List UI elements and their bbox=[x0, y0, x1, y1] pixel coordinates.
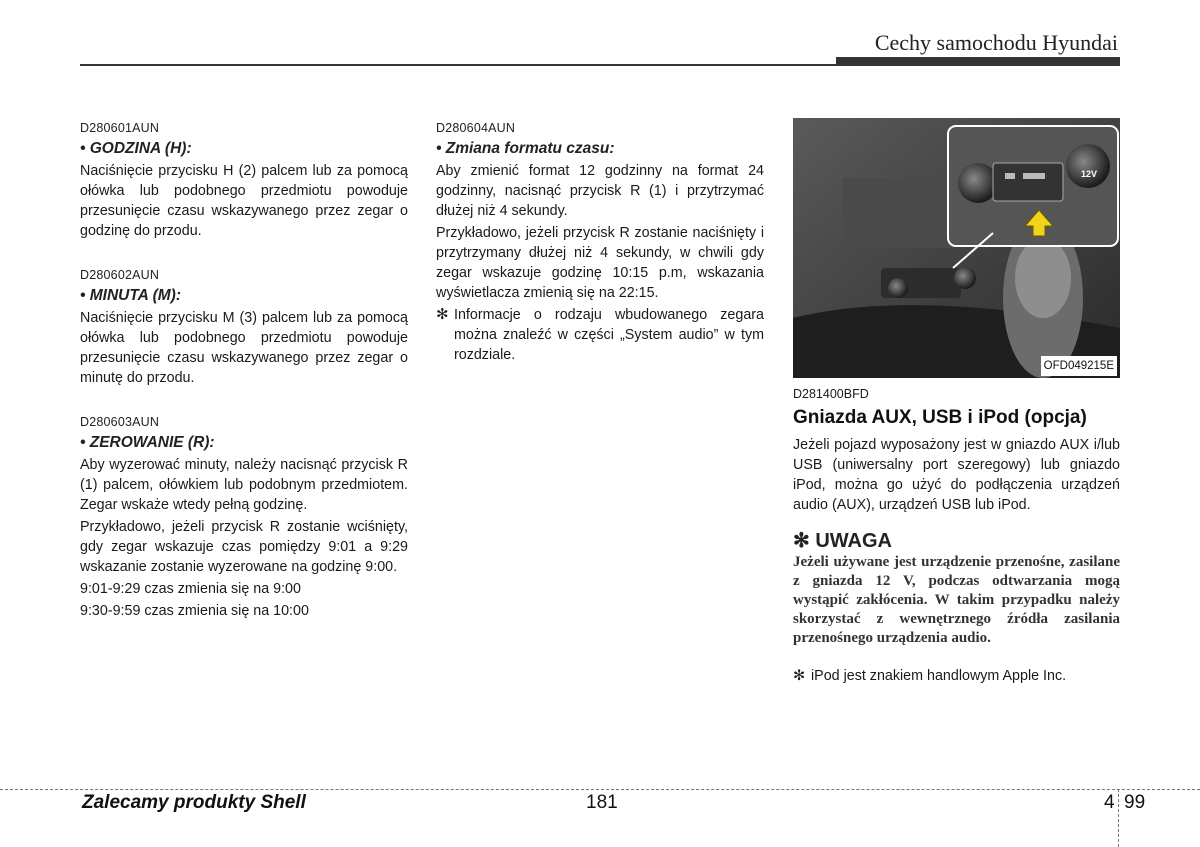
section-reset bbox=[80, 412, 408, 621]
warning-text: Jeżeli używane jest urządzenie przenośne, zasilane z gniazda 12 V, podczas odtwarzania mogą wystąpić zakłócenia. W takim przypadku należy skorzystać z wewnętrznego źródła zasilania przenośnego urządzenia audio. bbox=[793, 554, 1120, 646]
section-heading: • Zmiana formatu czasu: bbox=[436, 140, 615, 157]
section-code: D280602AUN bbox=[80, 268, 160, 282]
footer-chapter-number: 4 bbox=[1104, 792, 1115, 813]
section-code: D280601AUN bbox=[80, 121, 160, 135]
asterisk-icon: ✻ bbox=[793, 668, 805, 684]
footer-slogan: Zalecamy produkty Shell bbox=[82, 792, 306, 813]
info-note bbox=[436, 305, 764, 365]
section-minute bbox=[80, 265, 408, 388]
header-rule bbox=[80, 64, 836, 66]
warning-title: ✻ UWAGA bbox=[793, 530, 892, 552]
12v-label: 12V bbox=[1081, 169, 1098, 179]
footer-page-number: 99 bbox=[1124, 792, 1146, 813]
paragraph: Przykładowo, jeżeli przycisk R zostanie naciśnięty i przytrzymany dłużej niż 4 sekundy, w chwili gdy zegar wskazuje godzinę 10:15 p.m, wskazania wyświetlacza zmienią się na 22:15. bbox=[436, 225, 764, 301]
footer-vertical-divider bbox=[1118, 789, 1119, 847]
paragraph: Aby zmienić format 12 godzinny na format 24 godzinny, nacisnąć przycisk R (1) i przytrzymać dłużej niż 4 sekundy. bbox=[436, 163, 764, 219]
section-heading: • GODZINA (H): bbox=[80, 140, 192, 157]
asterisk-icon: ✻ bbox=[436, 306, 449, 323]
paragraph: Przykładowo, jeżeli przycisk R zostanie wciśnięty, gdy zegar wskazuje czas pomiędzy 9:01 a 9:29 wskazanie zostanie wyzerowane na godzinę 9:00. bbox=[80, 519, 408, 575]
console-illustration bbox=[793, 118, 1120, 378]
paragraph: 9:01-9:29 czas zmienia się na 9:00 bbox=[80, 581, 301, 597]
trademark-note bbox=[793, 666, 1120, 686]
photo-caption: OFD049215E bbox=[1041, 356, 1117, 376]
trademark-text: iPod jest znakiem handlowym Apple Inc. bbox=[811, 668, 1067, 684]
section-title: Gniazda AUX, USB i iPod (opcja) bbox=[793, 407, 1087, 428]
section-hour bbox=[80, 118, 408, 241]
column-2 bbox=[436, 118, 764, 365]
column-3 bbox=[793, 118, 1120, 686]
paragraph: 9:30-9:59 czas zmienia się na 10:00 bbox=[80, 603, 309, 619]
paragraph: Aby wyzerować minuty, należy nacisnąć przycisk R (1) palcem, ołówkiem lub podobnym przedmiotem. Zegar wskaże wtedy pełną godzinę. bbox=[80, 457, 408, 513]
section-heading: • ZEROWANIE (R): bbox=[80, 434, 215, 451]
page-header-title: Cechy samochodu Hyundai bbox=[874, 30, 1118, 55]
paragraph: Naciśnięcie przycisku M (3) palcem lub za pomocą ołówka lub podobnego przedmiotu powoduje przesunięcie czasu wskazywanego przez zegar o minutę do przodu. bbox=[80, 310, 408, 386]
section-code: D280603AUN bbox=[80, 415, 160, 429]
column-1 bbox=[80, 118, 408, 645]
section-code: D281400BFD bbox=[793, 387, 869, 401]
note-text: Informacje o rodzaju wbudowanego zegara można znaleźć w części „System audio” w tym rozdziale. bbox=[454, 307, 764, 363]
footer-sheet-number: 181 bbox=[586, 792, 618, 813]
section-heading: • MINUTA (M): bbox=[80, 287, 181, 304]
paragraph: Naciśnięcie przycisku H (2) palcem lub za pomocą ołówka lub podobnego przedmiotu powoduje przesunięcie czasu wskazywanego przez zegar o godzinę do przodu. bbox=[80, 163, 408, 239]
header-rule-accent bbox=[836, 57, 1120, 66]
console-photo bbox=[793, 118, 1120, 378]
section-code: D280604AUN bbox=[436, 121, 516, 135]
footer-divider bbox=[0, 789, 1200, 790]
paragraph: Jeżeli pojazd wyposażony jest w gniazdo AUX i/lub USB (uniwersalny port szeregowy) lub gniazdo iPod, można go użyć do podłączenia urządzeń audio (AUX), urządzeń USB lub iPod. bbox=[793, 437, 1120, 513]
